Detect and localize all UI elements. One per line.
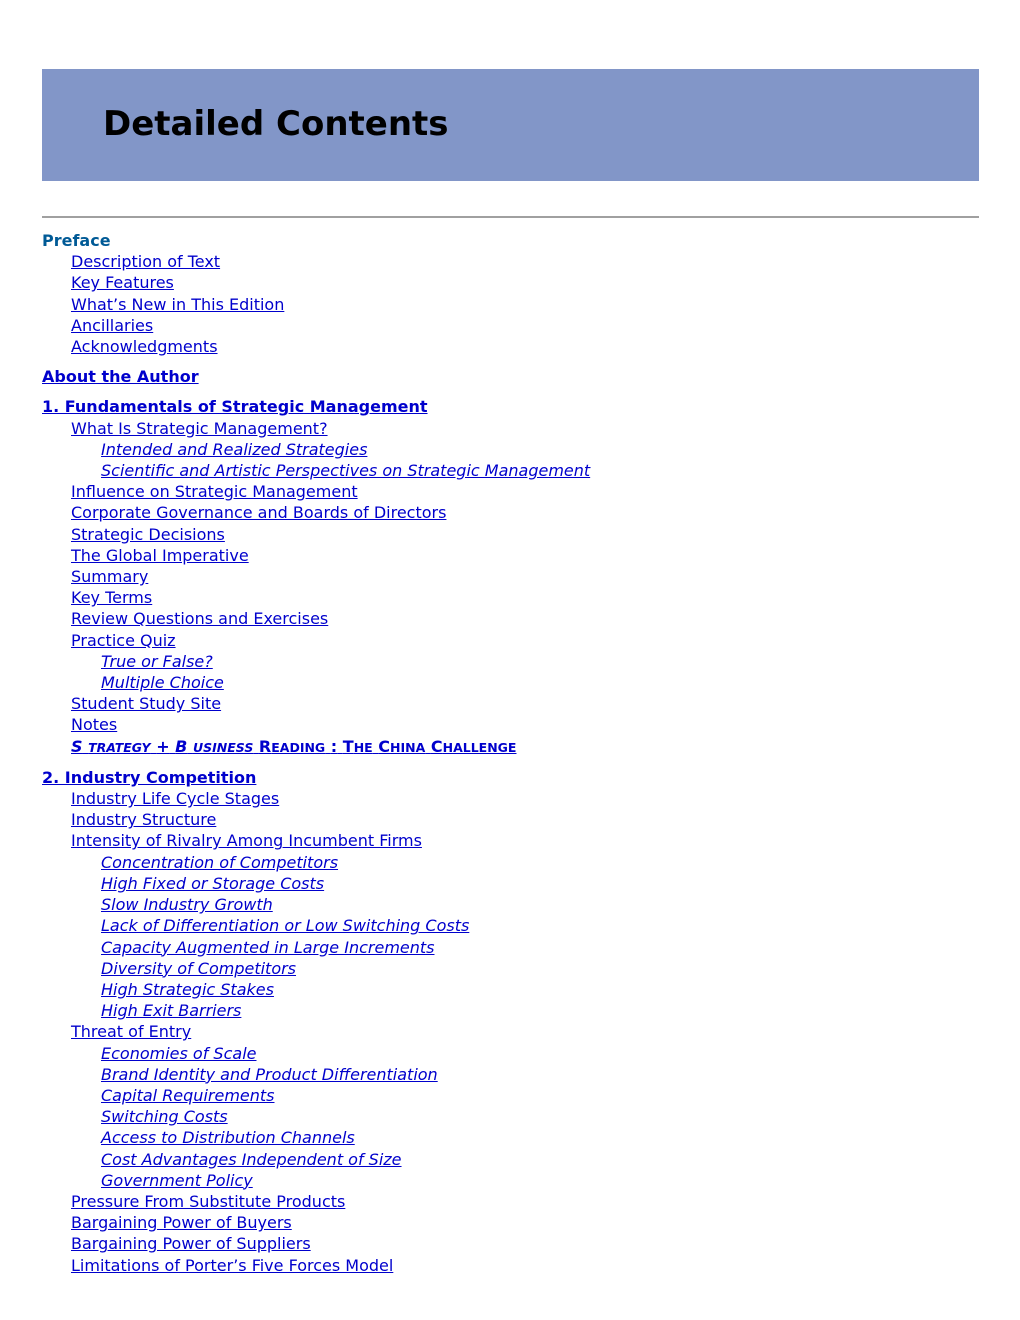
toc-item (42, 937, 979, 958)
toc-item (42, 894, 979, 915)
toc-link-what-s-new-in-this-edition[interactable]: What’s New in This Edition (71, 294, 285, 314)
toc-link-cost-advantages-independent-of-size[interactable]: Cost Advantages Independent of Size (101, 1149, 402, 1169)
toc-item (42, 1106, 979, 1127)
toc-link-practice-quiz[interactable]: Practice Quiz (71, 630, 176, 650)
toc-item (42, 1233, 979, 1254)
toc-item (42, 315, 979, 336)
toc-item (42, 958, 979, 979)
toc-item (42, 1064, 979, 1085)
toc-item (42, 1085, 979, 1106)
toc-item (42, 1000, 979, 1021)
toc-link-intensity-of-rivalry-among-incumbent-firms[interactable]: Intensity of Rivalry Among Incumbent Firms (71, 831, 422, 851)
toc-item (42, 251, 979, 272)
toc-link-corporate-governance-and-boards-of-directors[interactable]: Corporate Governance and Boards of Directors (71, 503, 447, 523)
toc-link-industry-life-cycle-stages[interactable]: Industry Life Cycle Stages (71, 789, 280, 809)
toc-link-limitations-of-porter-s-five-forces-model[interactable]: Limitations of Porter’s Five Forces Model (71, 1255, 394, 1275)
toc-item (42, 1149, 979, 1170)
toc-link-access-to-distribution-channels[interactable]: Access to Distribution Channels (101, 1128, 355, 1148)
toc-link-bargaining-power-of-buyers[interactable]: Bargaining Power of Buyers (71, 1213, 292, 1233)
toc-link-strategic-decisions[interactable]: Strategic Decisions (71, 524, 225, 544)
section-heading-1-fundamentals-of-strategic-management (42, 396, 979, 417)
toc-item (42, 651, 979, 672)
toc-item (42, 693, 979, 714)
toc-item (42, 714, 979, 735)
toc-item (42, 481, 979, 502)
toc-item (42, 566, 979, 587)
toc-item (42, 915, 979, 936)
section-heading-preface: Preface (42, 231, 111, 250)
toc-link-high-exit-barriers[interactable]: High Exit Barriers (101, 1001, 242, 1021)
toc-link-influence-on-strategic-management[interactable]: Influence on Strategic Management (71, 482, 358, 502)
toc-link-student-study-site[interactable]: Student Study Site (71, 694, 222, 714)
toc-item (42, 460, 979, 481)
toc-link-economies-of-scale[interactable]: Economies of Scale (101, 1043, 257, 1063)
toc-item (42, 294, 979, 315)
toc-item (42, 502, 979, 523)
toc-link-the-global-imperative[interactable]: The Global Imperative (71, 545, 249, 565)
toc-item (42, 788, 979, 809)
toc-link-key-features[interactable]: Key Features (71, 273, 174, 293)
toc-item (42, 587, 979, 608)
toc-item (42, 418, 979, 439)
toc-link-government-policy[interactable]: Government Policy (101, 1170, 253, 1190)
toc-link-capital-requirements[interactable]: Capital Requirements (101, 1085, 275, 1105)
toc-item (42, 1255, 979, 1276)
toc-link-high-strategic-stakes[interactable]: High Strategic Stakes (101, 979, 274, 999)
toc-link-slow-industry-growth[interactable]: Slow Industry Growth (101, 895, 273, 915)
toc-link-brand-identity-and-product-differentiation[interactable]: Brand Identity and Product Differentiation (101, 1064, 438, 1084)
toc-link-capacity-augmented-in-large-increments[interactable]: Capacity Augmented in Large Increments (101, 937, 435, 957)
toc-link-threat-of-entry[interactable]: Threat of Entry (71, 1022, 192, 1042)
toc-link-multiple-choice[interactable]: Multiple Choice (101, 673, 224, 693)
toc-item (42, 830, 979, 851)
toc-item (42, 630, 979, 651)
toc-link-concentration-of-competitors[interactable]: Concentration of Competitors (101, 852, 339, 872)
toc-link-review-questions-and-exercises[interactable]: Review Questions and Exercises (71, 609, 329, 629)
toc-item (42, 736, 979, 758)
toc-link-diversity-of-competitors[interactable]: Diversity of Competitors (101, 958, 297, 978)
toc-item (42, 524, 979, 545)
toc-link-key-terms[interactable]: Key Terms (71, 588, 153, 608)
toc-item (42, 1170, 979, 1191)
divider (42, 216, 979, 218)
toc-link-what-is-strategic-management[interactable]: What Is Strategic Management? (71, 418, 328, 438)
table-of-contents (42, 230, 979, 1276)
section-heading-2-industry-competition (42, 767, 979, 788)
toc-link-summary[interactable]: Summary (71, 567, 149, 587)
page-title: Detailed Contents (103, 104, 449, 144)
toc-item (42, 608, 979, 629)
toc-item (42, 545, 979, 566)
section-link-2-industry-competition[interactable]: 2. Industry Competition (42, 767, 257, 787)
section-link-1-fundamentals-of-strategic-management[interactable]: 1. Fundamentals of Strategic Management (42, 397, 428, 417)
toc-item (42, 439, 979, 460)
toc-link-notes[interactable]: Notes (71, 715, 118, 735)
toc-item (42, 873, 979, 894)
toc-item (42, 1021, 979, 1042)
toc-item (42, 852, 979, 873)
toc-link-intended-and-realized-strategies[interactable]: Intended and Realized Strategies (101, 439, 368, 459)
section-link-about-the-author[interactable]: About the Author (42, 367, 199, 387)
toc-link-s-trategy-b-usiness-reading-the-china-challenge[interactable]: S TRATEGY + B USINESS READING : THE CHINA CHALLENGE (71, 736, 517, 756)
toc-item (42, 1212, 979, 1233)
toc-link-scientific-and-artistic-perspectives-on-strategic-management[interactable]: Scientific and Artistic Perspectives on Strategic Management (101, 461, 591, 481)
toc-link-switching-costs[interactable]: Switching Costs (101, 1107, 228, 1127)
toc-item (42, 1191, 979, 1212)
toc-link-industry-structure[interactable]: Industry Structure (71, 810, 217, 830)
toc-link-lack-of-differentiation-or-low-switching-costs[interactable]: Lack of Differentiation or Low Switching Costs (101, 916, 470, 936)
title-banner (42, 69, 979, 181)
toc-link-ancillaries[interactable]: Ancillaries (71, 315, 154, 335)
toc-item (42, 979, 979, 1000)
toc-link-true-or-false[interactable]: True or False? (101, 651, 213, 671)
toc-item (42, 336, 979, 357)
toc-link-acknowledgments[interactable]: Acknowledgments (71, 337, 218, 357)
toc-item (42, 809, 979, 830)
toc-item (42, 1127, 979, 1148)
toc-link-description-of-text[interactable]: Description of Text (71, 252, 221, 272)
toc-link-pressure-from-substitute-products[interactable]: Pressure From Substitute Products (71, 1191, 346, 1211)
section-heading-about-the-author (42, 366, 979, 387)
toc-item (42, 1043, 979, 1064)
toc-item (42, 672, 979, 693)
toc-link-high-fixed-or-storage-costs[interactable]: High Fixed or Storage Costs (101, 873, 325, 893)
toc-item (42, 272, 979, 293)
toc-link-bargaining-power-of-suppliers[interactable]: Bargaining Power of Suppliers (71, 1234, 311, 1254)
